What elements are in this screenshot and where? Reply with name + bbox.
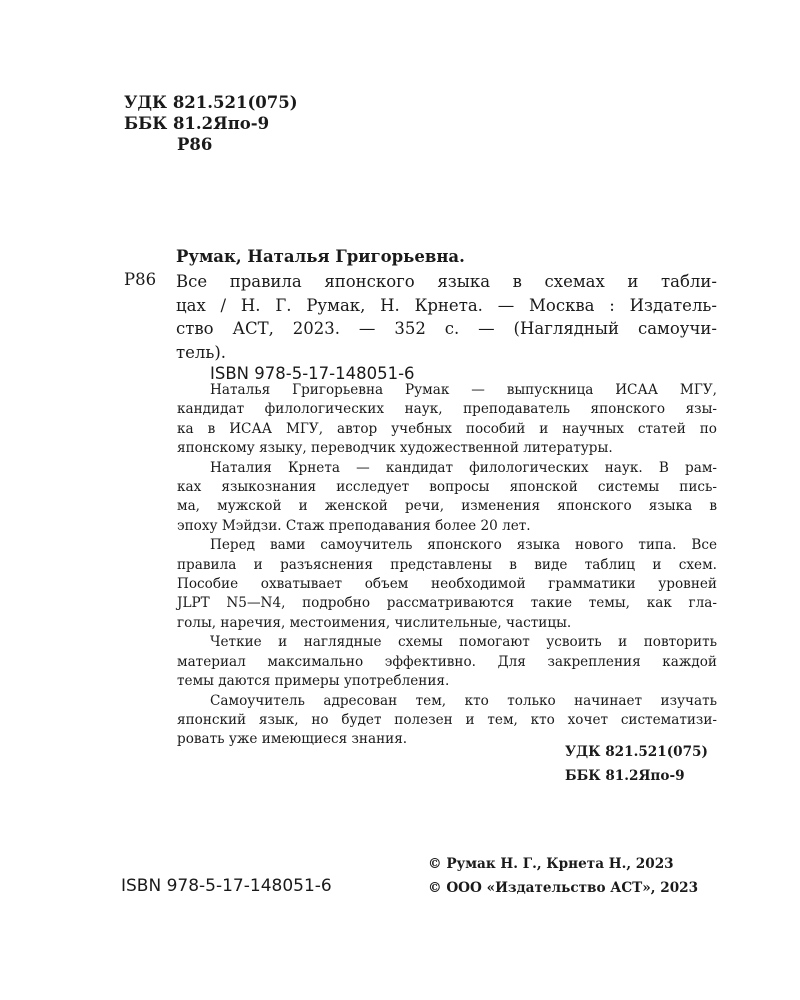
annotation-line: эпоху Мэйдзи. Стаж преподавания более 20 лет. bbox=[177, 517, 531, 534]
biblio-line: ство АСТ, 2023. — 352 с. — (Наглядный самоучи- bbox=[176, 319, 717, 339]
udk-code: УДК 821.521(075) bbox=[124, 93, 298, 112]
biblio-line: тель). bbox=[176, 342, 227, 362]
udk-code: УДК 821.521(075) bbox=[565, 744, 708, 760]
copyright-authors: © Румак Н. Г., Крнета Н., 2023 bbox=[428, 856, 674, 872]
annotation-line: Перед вами самоучитель японского языка нового типа. Все bbox=[210, 537, 717, 554]
annotation-line: ка в ИСАА МГУ, автор учебных пособий и научных статей по bbox=[177, 420, 717, 437]
annotation-line: Наталья Григорьевна Румак — выпускница ИСАА МГУ, bbox=[210, 382, 717, 398]
annotation-line: ма, мужской и женской речи, изменения японского языка в bbox=[177, 498, 717, 515]
annotation-line: японский язык, но будет полезен и тем, кто хочет систематизи- bbox=[177, 711, 717, 728]
copyright-block bbox=[428, 852, 698, 900]
annotation-line: правила и разъяснения представлены в виде таблиц и схем. bbox=[177, 556, 717, 573]
annotation-line: Наталия Крнета — кандидат филологических наук. В рам- bbox=[210, 459, 717, 476]
bibliographic-description bbox=[176, 270, 717, 364]
biblio-line: Все правила японского языка в схемах и табли- bbox=[176, 272, 717, 291]
annotation bbox=[177, 381, 717, 750]
annotation-line: ках языкознания исследует вопросы японской системы пись- bbox=[177, 479, 717, 496]
annotation-line: JLPT N5—N4, подробно рассматриваются такие темы, как гла- bbox=[177, 595, 717, 612]
isbn-entry: ISBN 978-5-17-148051-6 bbox=[210, 364, 415, 383]
author-sign-left: Р86 bbox=[124, 270, 157, 289]
biblio-line: цах / Н. Г. Румак, Н. Крнета. — Москва : Издатель- bbox=[176, 295, 717, 315]
annotation-line: ровать уже имеющиеся знания. bbox=[177, 731, 408, 748]
isbn-footer: ISBN 978-5-17-148051-6 bbox=[121, 876, 332, 896]
author-sign: Р86 bbox=[177, 135, 213, 154]
annotation-line: голы, наречия, местоимения, числительные, частицы. bbox=[177, 614, 572, 631]
bbk-code: ББК 81.2Япо-9 bbox=[565, 768, 685, 784]
annotation-line: японскому языку, переводчик художественной литературы. bbox=[177, 440, 613, 457]
annotation-line: Самоучитель адресован тем, кто только начинает изучать bbox=[210, 692, 717, 709]
annotation-line: Пособие охватывает объем необходимой грамматики уровней bbox=[177, 576, 717, 593]
author-heading: Румак, Наталья Григорьевна. bbox=[176, 247, 465, 266]
annotation-line: Четкие и наглядные схемы помогают усвоить и повторить bbox=[210, 634, 717, 651]
classification-block-right bbox=[565, 740, 708, 788]
copyright-publisher: © ООО «Издательство АСТ», 2023 bbox=[428, 880, 699, 896]
annotation-line: темы даются примеры употребления. bbox=[177, 673, 450, 690]
annotation-line: кандидат филологических наук, преподаватель японского язы- bbox=[177, 401, 717, 418]
annotation-line: материал максимально эффективно. Для закрепления каждой bbox=[177, 653, 717, 670]
classification-block bbox=[124, 92, 298, 155]
bbk-code: ББК 81.2Япо-9 bbox=[124, 114, 270, 133]
